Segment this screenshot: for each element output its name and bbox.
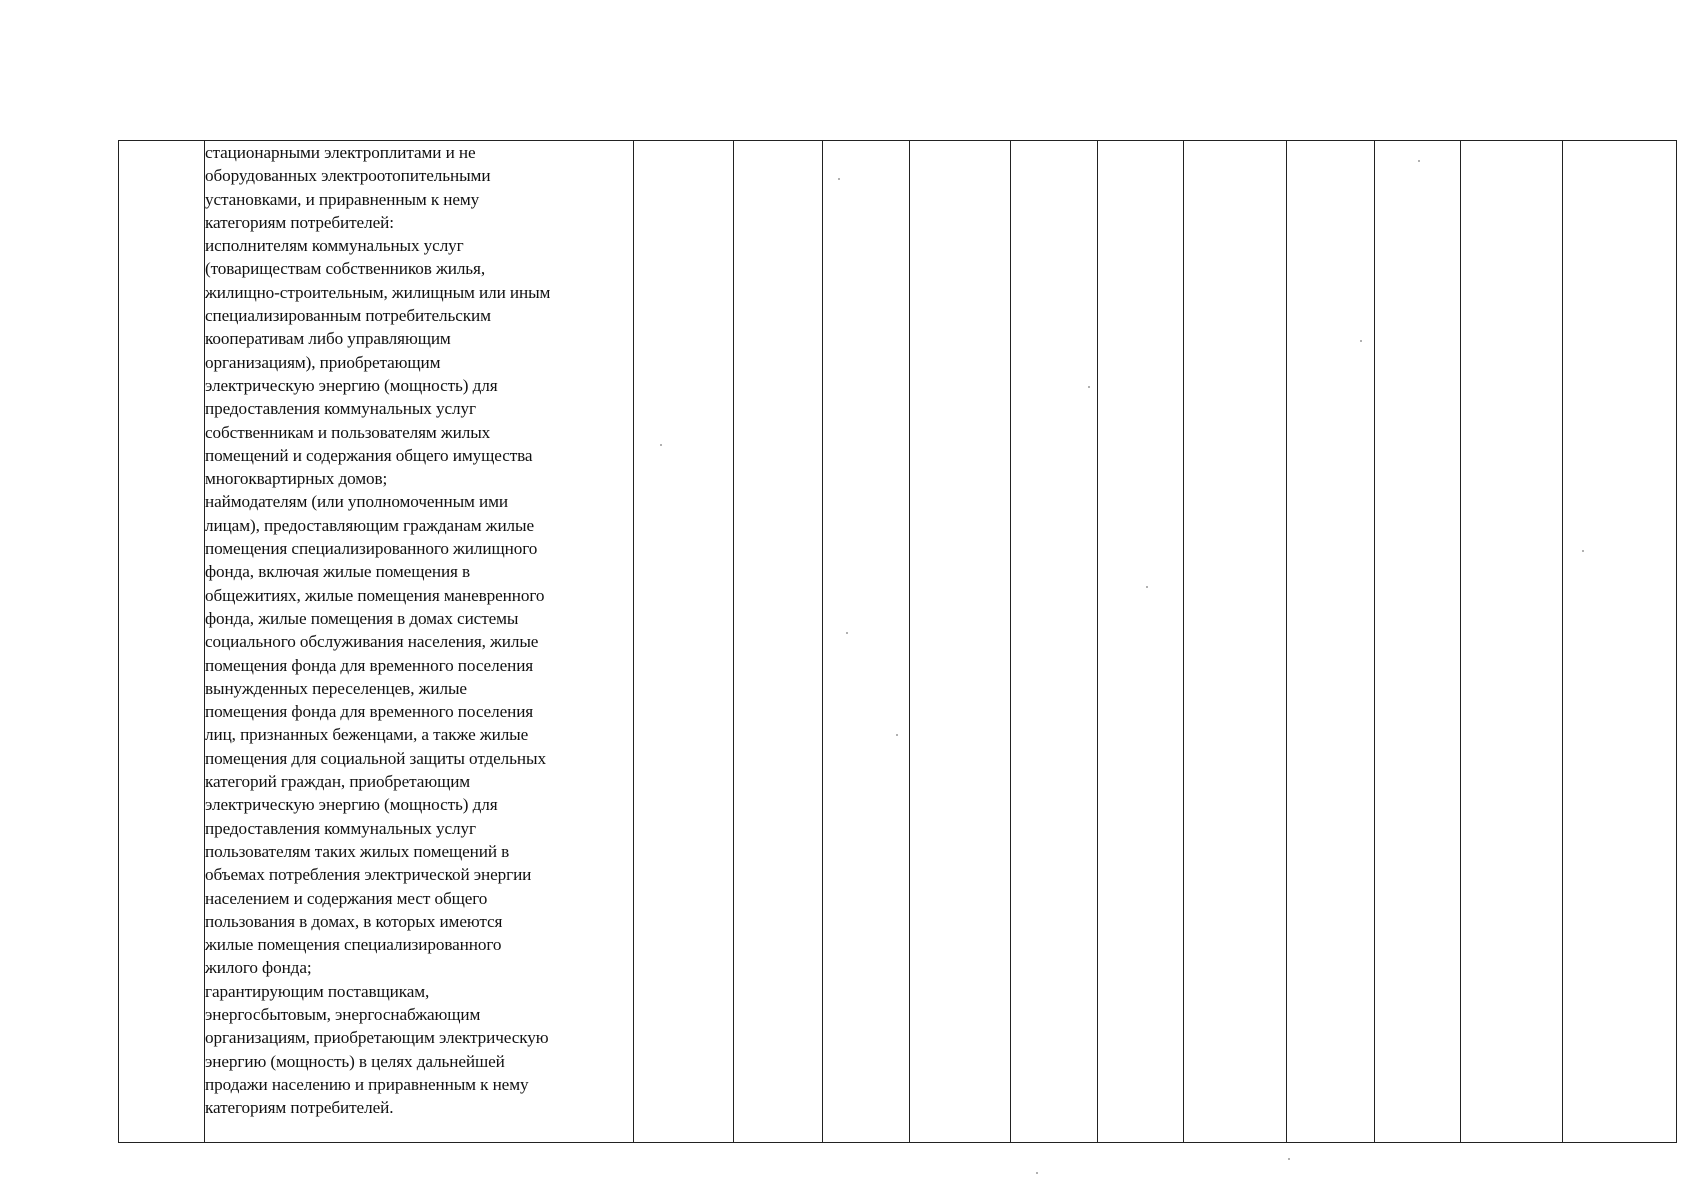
value-cell xyxy=(1563,141,1677,1143)
value-cell xyxy=(1461,141,1563,1143)
table-row xyxy=(119,141,1677,1143)
value-cell xyxy=(910,141,1011,1143)
value-cell xyxy=(634,141,734,1143)
tariff-table xyxy=(118,140,1677,1143)
scan-speck xyxy=(1088,386,1090,388)
scan-speck xyxy=(660,444,662,446)
value-cell xyxy=(1287,141,1375,1143)
scan-speck xyxy=(1582,550,1584,552)
consumer-description-cell xyxy=(205,141,634,1143)
scan-speck xyxy=(1418,160,1420,162)
scan-speck xyxy=(1146,586,1148,588)
value-cell xyxy=(1184,141,1287,1143)
scan-speck xyxy=(838,178,840,180)
value-cell xyxy=(1375,141,1461,1143)
scan-speck xyxy=(1288,1158,1290,1160)
value-cell xyxy=(1011,141,1098,1143)
row-number-cell xyxy=(119,141,205,1143)
scan-speck xyxy=(896,734,898,736)
scan-speck xyxy=(846,632,848,634)
value-cell xyxy=(734,141,823,1143)
consumer-description-text: стационарными электроплитами и не оборудованных электроотопительными установками, и приравненным к нему категориям потребителей: исполнителям коммунальных услуг (товариществам собственников жилья, жилищно-строительным, жилищным или иным специализированным потребительским кооперативам либо управляющим организациям), приобретающим электрическую энергию (мощность) для предоставления коммунальных услуг собственникам и пользователям жилых помещений и содержания общего имущества многоквартирных домов; наймодателям (или уполномоченным ими лицам), предоставляющим гражданам жилые помещения специализированного жилищного фонда, включая жилые помещения в общежитиях, жилые помещения маневренного фонда, жилые помещения в домах системы социального обслуживания населения, жилые помещения фонда для временного поселения вынужденных переселенцев, жилые помещения фонда для временного поселения лиц, признанных беженцами, а также жилые помещения для социальной защиты отдельных категорий граждан, приобретающим электрическую энергию (мощность) для предоставления коммунальных услуг пользователям таких жилых помещений в объемах потребления электрической энергии населением и содержания мест общего пользования в домах, в которых имеются жилые помещения специализированного жилого фонда; гарантирующим поставщикам, энергосбытовым, энергоснабжающим организациям, приобретающим электрическую энергию (мощность) в целях дальнейшей продажи населению и приравненным к нему категориям потребителей. xyxy=(205,143,551,1118)
value-cell xyxy=(1098,141,1184,1143)
scan-speck xyxy=(1036,1172,1038,1174)
value-cell xyxy=(823,141,910,1143)
scan-speck xyxy=(1360,340,1362,342)
